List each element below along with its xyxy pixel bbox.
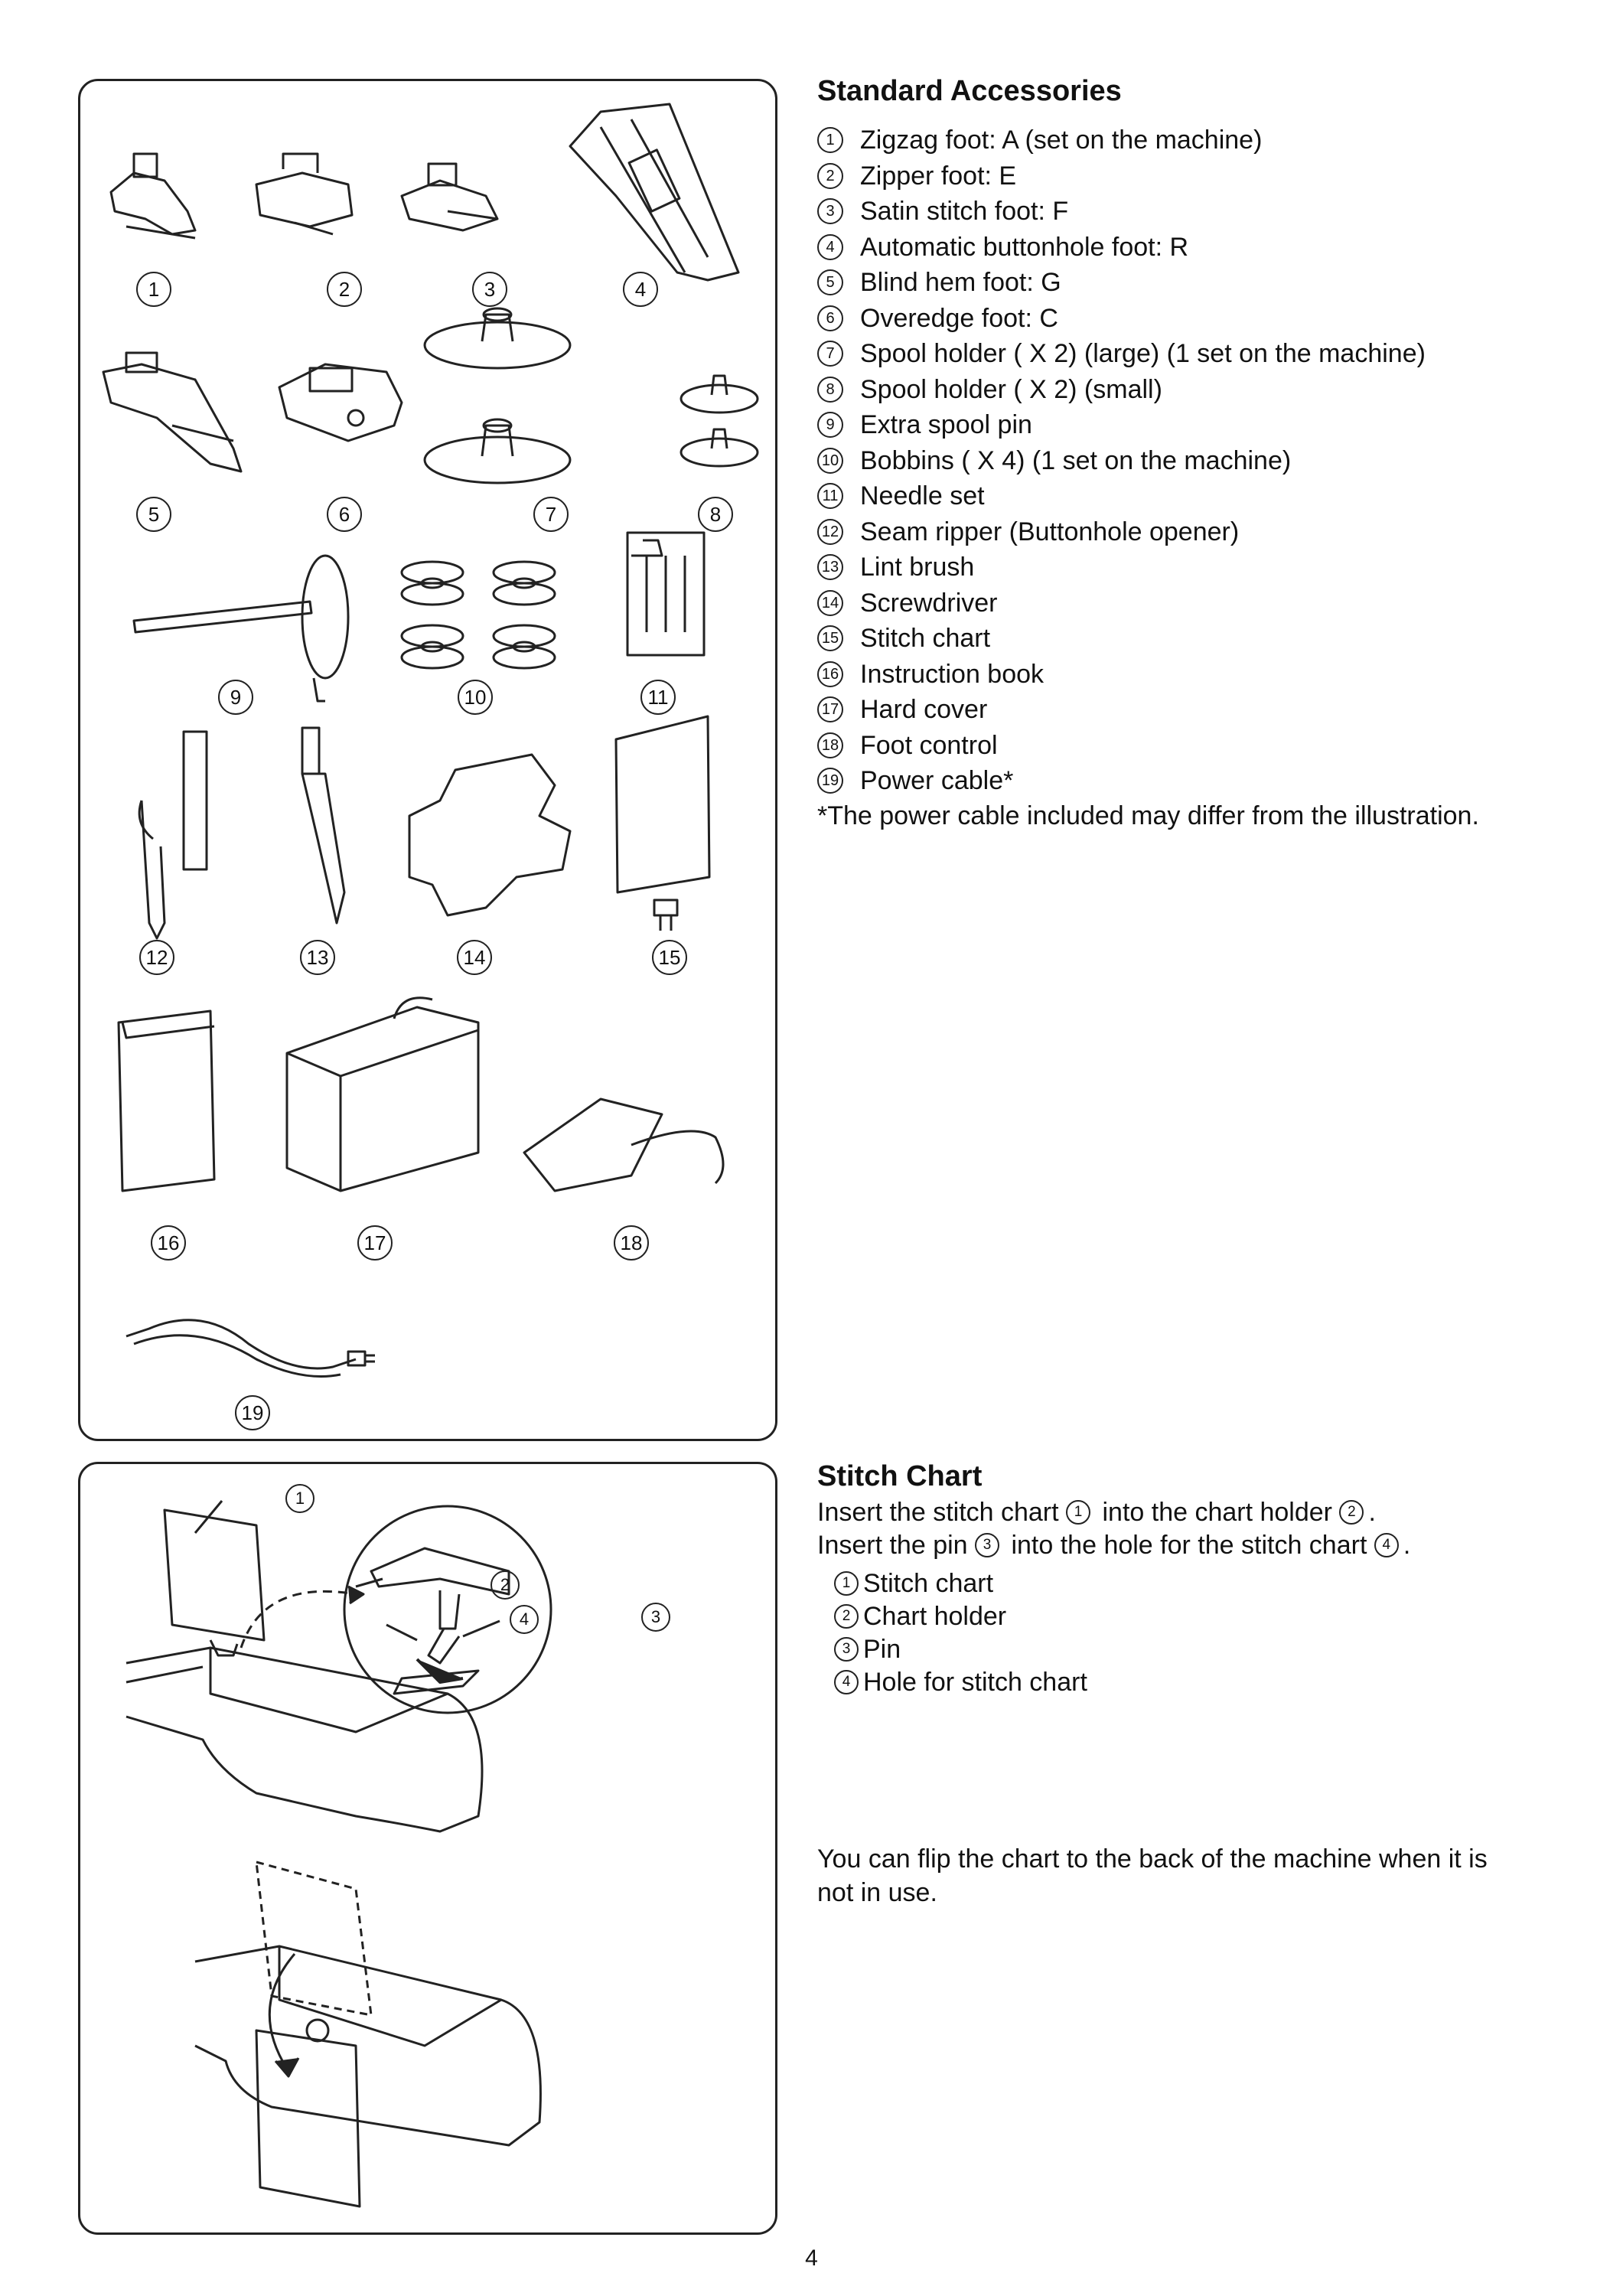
item-number-badge: 4	[834, 1670, 859, 1694]
callout-7: 7	[533, 497, 569, 532]
inline-callout: 1	[1066, 1500, 1090, 1525]
item-number-badge: 18	[817, 732, 843, 758]
item-number-badge: 2	[817, 163, 843, 189]
item-number-badge: 11	[817, 483, 843, 509]
callout-3: 3	[472, 272, 507, 307]
callout-2: 2	[327, 272, 362, 307]
callout-8: 8	[698, 497, 733, 532]
stitch-part-item	[834, 1567, 1087, 1600]
spool-holder-large-icon	[425, 308, 570, 483]
accessory-label: Automatic buttonhole foot: R	[860, 232, 1189, 262]
item-number-badge: 1	[817, 127, 843, 153]
stitch-chart-parts-list	[834, 1567, 1087, 1699]
accessory-item	[817, 621, 1426, 657]
accessory-label: Zipper foot: E	[860, 161, 1017, 191]
standard-accessories-title: Standard Accessories	[817, 75, 1122, 107]
item-number-badge: 17	[817, 696, 843, 722]
accessory-item	[817, 443, 1426, 479]
accessory-item	[817, 763, 1426, 799]
callout-5: 5	[136, 497, 171, 532]
accessory-item	[817, 728, 1426, 764]
callout-6: 6	[327, 497, 362, 532]
seam-ripper-icon	[139, 732, 207, 938]
callout-19: 19	[235, 1395, 270, 1430]
stitch-part-label: Chart holder	[863, 1602, 1007, 1631]
accessory-item	[817, 301, 1426, 337]
item-number-badge: 16	[817, 661, 843, 687]
callout-15: 15	[652, 940, 687, 975]
accessory-label: Instruction book	[860, 659, 1045, 689]
inline-callout: 2	[1339, 1500, 1364, 1525]
stitch-part-item	[834, 1600, 1087, 1633]
stitch-chart-icon	[616, 716, 709, 931]
power-cable-icon	[126, 1320, 375, 1377]
callout-12: 12	[139, 940, 174, 975]
accessories-artwork	[80, 81, 775, 1439]
item-number-badge: 9	[817, 412, 843, 438]
callout-10: 10	[458, 680, 493, 715]
item-number-badge: 5	[817, 269, 843, 295]
lint-brush-icon	[302, 728, 344, 923]
accessory-label: Extra spool pin	[860, 410, 1032, 439]
spool-holder-small-icon	[681, 376, 758, 466]
callout-18: 18	[614, 1225, 649, 1261]
stitch-callout-4: 4	[510, 1605, 539, 1634]
hard-cover-icon	[287, 998, 478, 1191]
zigzag-foot-icon	[111, 154, 195, 238]
accessory-label: Power cable*	[860, 766, 1014, 795]
accessory-item	[817, 514, 1426, 550]
accessory-item	[817, 336, 1426, 372]
accessories-list	[817, 122, 1426, 799]
accessory-label: Hard cover	[860, 695, 988, 724]
power-cable-note: *The power cable included may differ from the illustration.	[817, 801, 1479, 830]
item-number-badge: 15	[817, 625, 843, 651]
item-number-badge: 6	[817, 305, 843, 331]
screwdriver-icon	[409, 755, 570, 915]
stitch-part-item	[834, 1666, 1087, 1699]
item-number-badge: 10	[817, 448, 843, 474]
accessory-item	[817, 550, 1426, 585]
accessory-label: Blind hem foot: G	[860, 268, 1061, 297]
item-number-badge: 2	[834, 1604, 859, 1629]
accessory-label: Overedge foot: C	[860, 303, 1058, 333]
accessory-label: Stitch chart	[860, 624, 991, 653]
satin-stitch-foot-icon	[402, 164, 497, 230]
accessory-item	[817, 158, 1426, 194]
accessory-item	[817, 657, 1426, 693]
stitch-part-item	[834, 1633, 1087, 1666]
inline-callout: 3	[975, 1533, 999, 1557]
stitch-chart-illustration-panel	[78, 1462, 777, 2235]
accessory-label: Lint brush	[860, 553, 975, 582]
callout-17: 17	[357, 1225, 393, 1261]
extra-spool-pin-icon	[134, 556, 348, 701]
accessory-label: Spool holder ( X 2) (small)	[860, 374, 1162, 404]
stitch-callout-2: 2	[490, 1570, 520, 1600]
accessory-label: Spool holder ( X 2) (large) (1 set on the machine)	[860, 339, 1426, 368]
callout-13: 13	[300, 940, 335, 975]
accessory-label: Needle set	[860, 481, 985, 510]
callout-1: 1	[136, 272, 171, 307]
item-number-badge: 1	[834, 1571, 859, 1596]
accessory-label: Seam ripper (Buttonhole opener)	[860, 517, 1240, 546]
accessory-label: Screwdriver	[860, 588, 998, 618]
item-number-badge: 12	[817, 519, 843, 545]
accessory-item	[817, 122, 1426, 158]
page-number: 4	[805, 2245, 818, 2271]
stitch-part-label: Pin	[863, 1635, 901, 1664]
stitch-part-label: Hole for stitch chart	[863, 1668, 1087, 1697]
item-number-badge: 8	[817, 377, 843, 403]
stitch-chart-artwork	[80, 1464, 775, 2232]
needle-set-icon	[627, 533, 704, 655]
stitch-instruction-1: Insert the stitch chart 1 into the chart holder 2 .	[817, 1498, 1376, 1527]
item-number-badge: 19	[817, 768, 843, 794]
stitch-instruction-2: Insert the pin 3 into the hole for the stitch chart 4 .	[817, 1531, 1411, 1560]
inline-callout: 4	[1374, 1533, 1399, 1557]
bobbins-icon	[402, 562, 555, 668]
item-number-badge: 4	[817, 234, 843, 260]
accessory-item	[817, 230, 1426, 266]
overedge-foot-icon	[279, 364, 402, 441]
item-number-badge: 3	[817, 198, 843, 224]
accessories-illustration-panel	[78, 79, 777, 1441]
accessory-label: Satin stitch foot: F	[860, 197, 1069, 226]
callout-11: 11	[640, 680, 676, 715]
blind-hem-foot-icon	[103, 353, 241, 471]
accessory-item	[817, 478, 1426, 514]
stitch-chart-title: Stitch Chart	[817, 1460, 983, 1492]
accessory-label: Bobbins ( X 4) (1 set on the machine)	[860, 445, 1292, 475]
accessory-item	[817, 265, 1426, 301]
flip-chart-note: You can flip the chart to the back of the machine when it is not in use.	[817, 1844, 1488, 1907]
callout-14: 14	[457, 940, 492, 975]
accessory-item	[817, 692, 1426, 728]
item-number-badge: 7	[817, 341, 843, 367]
accessory-label: Zigzag foot: A (set on the machine)	[860, 126, 1263, 155]
stitch-callout-1: 1	[285, 1484, 314, 1513]
item-number-badge: 13	[817, 554, 843, 580]
foot-control-icon	[524, 1099, 723, 1191]
instruction-book-icon	[119, 1011, 214, 1191]
stitch-chart-card	[165, 1510, 264, 1640]
accessory-item	[817, 585, 1426, 621]
accessory-label: Foot control	[860, 730, 998, 760]
stitch-callout-3: 3	[641, 1603, 670, 1632]
callout-4: 4	[623, 272, 658, 307]
accessory-item	[817, 407, 1426, 443]
callout-16: 16	[151, 1225, 186, 1261]
zipper-foot-icon	[256, 154, 352, 234]
accessory-item	[817, 194, 1426, 230]
item-number-badge: 14	[817, 590, 843, 616]
callout-9: 9	[218, 680, 253, 715]
stitch-part-label: Stitch chart	[863, 1569, 994, 1598]
accessory-item	[817, 372, 1426, 408]
item-number-badge: 3	[834, 1637, 859, 1662]
buttonhole-foot-icon	[570, 104, 738, 280]
